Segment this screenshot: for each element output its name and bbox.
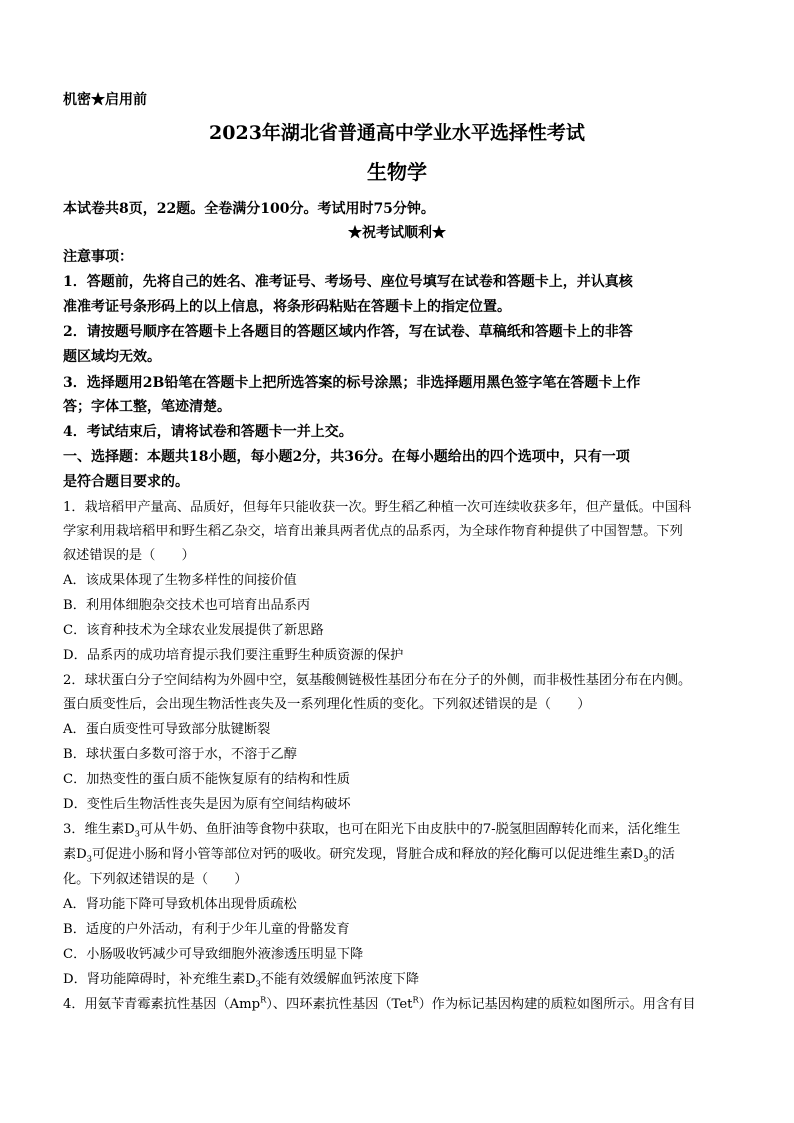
section-heading: 一、选择题：本题共18小题，每小题2分，共36分。在每小题给出的四个选项中，只有一项 bbox=[63, 449, 630, 465]
q1-option-a: A．该成果体现了生物多样性的间接价值 bbox=[63, 573, 297, 588]
subject-title: 生物学 bbox=[367, 160, 427, 184]
note-line: 4．考试结束后，请将试卷和答题卡一并上交。 bbox=[63, 424, 353, 440]
q2-option-b: B．球状蛋白多数可溶于水，不溶于乙醇 bbox=[63, 747, 297, 762]
q2-option-a: A．蛋白质变性可导致部分肽键断裂 bbox=[63, 722, 271, 737]
note-line: 答；字体工整，笔迹清楚。 bbox=[63, 399, 231, 415]
q3-option-b: B．适度的户外活动，有利于少年儿童的骨骼发育 bbox=[63, 922, 350, 937]
q1-stem: 学家利用栽培稻甲和野生稻乙杂交，培育出兼具两者优点的品系丙，为全球作物育种提供了中国智慧。下列 bbox=[63, 524, 683, 539]
q3-option-a: A．肾功能下降可导致机体出现骨质疏松 bbox=[63, 897, 297, 912]
note-line: 题区域均无效。 bbox=[63, 349, 161, 365]
q4-stem: 4．用氨苄青霉素抗性基因（Amp$^R$）、四环素抗性基因（Tet$^R$）作为标记基因构建的质粒如图所示。用含有目 bbox=[63, 994, 696, 1012]
q3-option-d: D．肾功能障碍时，补充维生素$D_3$不能有效缓解血钙浓度下降 bbox=[63, 972, 420, 989]
note-line: 准准考证号条形码上的以上信息，将条形码粘贴在答题卡上的指定位置。 bbox=[63, 299, 511, 315]
q3-option-c: C．小肠吸收钙减少可导致细胞外液渗透压明显下降 bbox=[63, 947, 364, 962]
q2-stem: 2．球状蛋白分子空间结构为外圆中空，氨基酸侧链极性基团分布在分子的外侧，而非极性基团分布在内侧。 bbox=[63, 673, 692, 688]
q3-stem: 素$D_3$可促进小肠和肾小管等部位对钙的吸收。研究发现，肾脏合成和释放的羟化酶可以促进维生素$D_3$的活 bbox=[63, 847, 675, 864]
q1-option-c: C．该育种技术为全球农业发展提供了新思路 bbox=[63, 623, 324, 638]
confidential-label: 机密★启用前 bbox=[63, 92, 147, 108]
note-line: 1．答题前，先将自己的姓名、准考证号、考场号、座位号填写在试卷和答题卡上，并认真核 bbox=[63, 274, 633, 290]
note-line: 2．请按题号顺序在答题卡上各题目的答题区域内作答，写在试卷、草稿纸和答题卡上的非答 bbox=[63, 324, 633, 340]
q1-stem: 叙述错误的是（ ） bbox=[63, 548, 195, 563]
q3-stem: 化。下列叙述错误的是（ ） bbox=[63, 872, 248, 887]
note-line: 3．选择题用2B铅笔在答题卡上把所选答案的标号涂黑；非选择题用黑色签字笔在答题卡上作 bbox=[63, 375, 641, 391]
q2-stem: 蛋白质变性后，会出现生物活性丧失及一系列理化性质的变化。下列叙述错误的是（ ） bbox=[63, 697, 591, 712]
section-heading-cont: 是符合题目要求的。 bbox=[63, 474, 189, 490]
q1-option-d: D．品系丙的成功培育提示我们要注重野生种质资源的保护 bbox=[63, 648, 404, 663]
q1-option-b: B．利用体细胞杂交技术也可培育出品系丙 bbox=[63, 598, 311, 613]
notes-heading: 注意事项： bbox=[63, 249, 133, 265]
exam-info: 本试卷共8页，22题。全卷满分100分。考试用时75分钟。 bbox=[63, 201, 435, 217]
q2-option-c: C．加热变性的蛋白质不能恢复原有的结构和性质 bbox=[63, 772, 351, 787]
q3-stem: 3．维生素$D_3$可从牛奶、鱼肝油等食物中获取，也可在阳光下由皮肤中的7-脱氢胆固醇转化而来，活化维生 bbox=[63, 822, 681, 839]
good-luck-line: ★祝考试顺利★ bbox=[348, 225, 446, 241]
q2-option-d: D．变性后生物活性丧失是因为原有空间结构破坏 bbox=[63, 797, 351, 812]
q1-stem: 1．栽培稻甲产量高、品质好，但每年只能收获一次。野生稻乙种植一次可连续收获多年，但产量低。中国科 bbox=[63, 500, 692, 515]
exam-title: 2023年湖北省普通高中学业水平选择性考试 bbox=[209, 122, 585, 144]
